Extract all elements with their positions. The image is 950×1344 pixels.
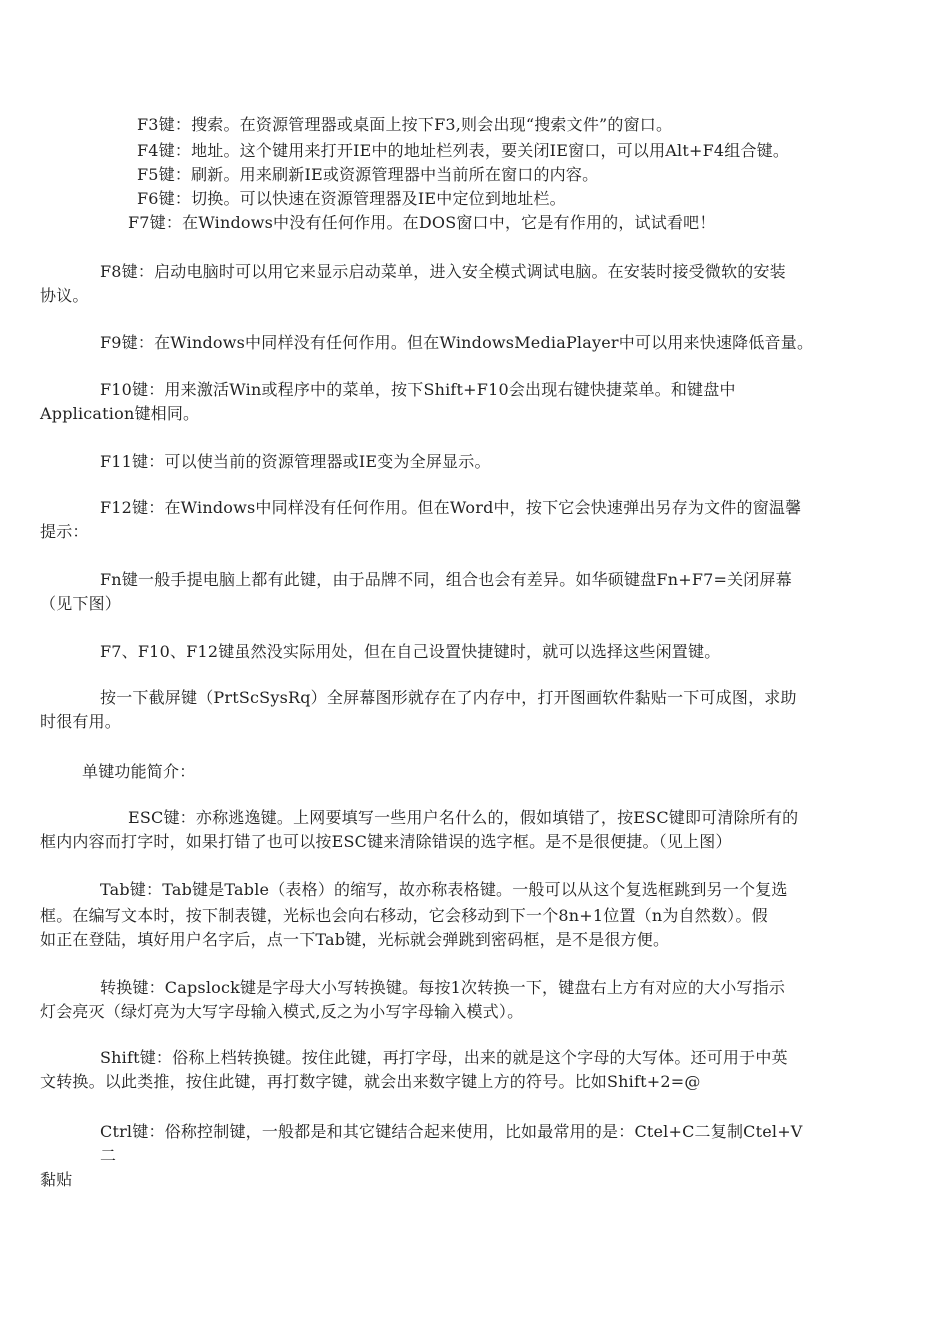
paragraph-esc-key-cont: 框内内容而打字时，如果打错了也可以按ESC键来清除错误的选字框。是不是很便捷。（见上图） [40, 832, 732, 851]
paragraph-f3-key: F3键：搜索。在资源管理器或桌面上按下F3,则会出现“搜索文件”的窗口。 [137, 115, 673, 134]
paragraph-f11-key: F11键：可以使当前的资源管理器或IE变为全屏显示。 [100, 452, 491, 471]
paragraph-shift-key: Shift键：俗称上档转换键。按住此键，再打字母，出来的就是这个字母的大写体。还可用于中英 [100, 1048, 788, 1067]
paragraph-shift-key-cont: 文转换。以此类推，按住此键，再打数字键，就会出来数字键上方的符号。比如Shift+2=@ [40, 1072, 701, 1091]
paragraph-printscreen-cont: 时很有用。 [40, 712, 122, 731]
paragraph-idle-keys: F7、F10、F12键虽然没实际用处，但在自己设置快捷键时，就可以选择这些闲置键。 [100, 642, 721, 661]
paragraph-f8-key: F8键：启动电脑时可以用它来显示启动菜单，进入安全模式调试电脑。在安装时接受微软的安装 [100, 262, 786, 281]
paragraph-f10-key: F10键：用来激活Win或程序中的菜单，按下Shift+F10会出现右键快捷菜单。和键盘中 [100, 380, 736, 399]
paragraph-ctrl-key-cont: 二 [100, 1146, 117, 1165]
section-heading-single-keys: 单键功能简介： [82, 762, 196, 781]
paragraph-f12-key-cont: 提示： [40, 522, 89, 541]
paragraph-tab-key-cont2: 如正在登陆，填好用户名字后，点一下Tab键，光标就会弹跳到密码框，是不是很方便。 [40, 930, 670, 949]
paragraph-ctrl-key-cont2: 黏贴 [40, 1170, 73, 1189]
paragraph-ctrl-key: Ctrl键：俗称控制键，一般都是和其它键结合起来使用，比如最常用的是：Ctel+C二复制Ctel+V [100, 1122, 803, 1141]
paragraph-tab-key: Tab键：Tab键是Table（表格）的缩写，故亦称表格键。一般可以从这个复选框跳到另一个复选 [100, 880, 788, 899]
paragraph-fn-key: Fn键一般手提电脑上都有此键，由于品牌不同，组合也会有差异。如华硕键盘Fn+F7=关闭屏幕 [100, 570, 792, 589]
paragraph-f4-key: F4键：地址。这个键用来打开IE中的地址栏列表，要关闭IE窗口，可以用Alt+F4组合键。 [137, 141, 790, 160]
paragraph-capslock-key: 转换键：Capslock键是字母大小写转换键。每按1次转换一下，键盘右上方有对应的大小写指示 [100, 978, 786, 997]
paragraph-f6-key: F6键：切换。可以快速在资源管理器及IE中定位到地址栏。 [137, 189, 566, 208]
paragraph-esc-key: ESC键：亦称逃逸键。上网要填写一些用户名什么的，假如填错了，按ESC键即可清除所有的 [128, 808, 799, 827]
paragraph-f5-key: F5键：刷新。用来刷新IE或资源管理器中当前所在窗口的内容。 [137, 165, 599, 184]
paragraph-f9-key: F9键：在Windows中同样没有任何作用。但在WindowsMediaPlayer中可以用来快速降低音量。 [100, 333, 814, 352]
paragraph-tab-key-cont: 框。在编写文本时，按下制表键，光标也会向右移动，它会移动到下一个8n+1位置（n为自然数）。假 [40, 906, 768, 925]
paragraph-printscreen: 按一下截屏键（PrtScSysRq）全屏幕图形就存在了内存中，打开图画软件黏贴一下可成图，求助 [100, 688, 797, 707]
paragraph-f12-key: F12键：在Windows中同样没有任何作用。但在Word中，按下它会快速弹出另存为文件的窗温馨 [100, 498, 802, 517]
paragraph-fn-key-cont: （见下图） [40, 594, 122, 613]
paragraph-f10-key-cont: Application键相同。 [40, 404, 200, 423]
paragraph-f8-key-cont: 协议。 [40, 286, 89, 305]
paragraph-capslock-key-cont: 灯会亮灭（绿灯亮为大写字母输入模式,反之为小写字母输入模式）。 [40, 1002, 524, 1021]
paragraph-f7-key: F7键：在Windows中没有任何作用。在DOS窗口中，它是有作用的，试试看吧！ [128, 213, 716, 232]
